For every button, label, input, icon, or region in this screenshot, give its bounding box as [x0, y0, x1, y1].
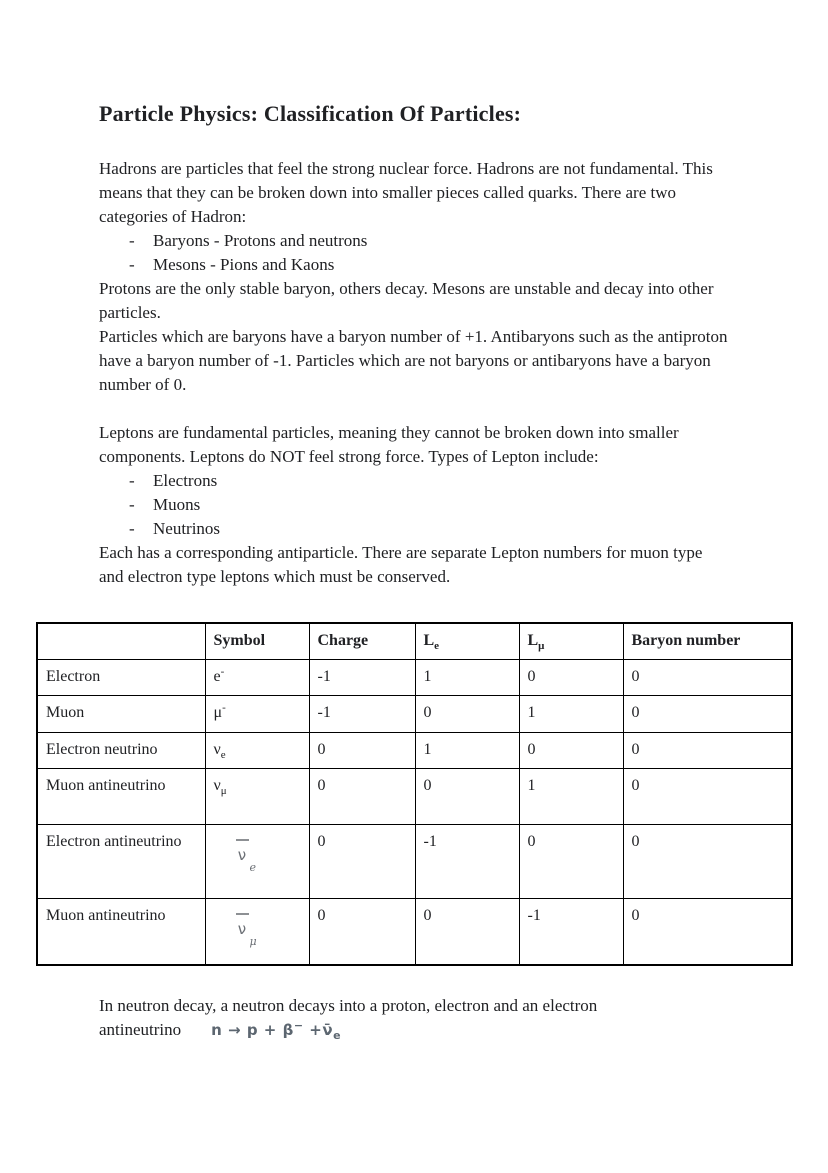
overline-bar	[236, 839, 249, 841]
particle-name-cell: Electron antineutrino	[37, 824, 205, 898]
baryon-cell: 0	[623, 659, 792, 695]
header-charge: Charge	[309, 623, 415, 659]
particle-symbol: $\nu_e$	[236, 839, 256, 866]
list-item	[99, 469, 731, 493]
symbol-cell	[205, 898, 309, 965]
particle-name-cell: Electron	[37, 659, 205, 695]
header-lmu: $L_\mu$	[519, 623, 623, 659]
particle-symbol: μ-	[213, 701, 226, 721]
bullet-marker: -	[129, 495, 135, 514]
lmu-cell: 0	[519, 824, 623, 898]
list-item	[99, 517, 731, 541]
bullet-marker: -	[129, 471, 135, 490]
table-row-muon-antineutrino	[37, 768, 792, 824]
symbol-cell	[205, 659, 309, 695]
charge-cell: 0	[309, 898, 415, 965]
lepton-bullet-list	[99, 469, 731, 541]
list-item	[99, 229, 731, 253]
charge-cell: 0	[309, 824, 415, 898]
lmu-cell: 0	[519, 659, 623, 695]
particle-symbol: $\nu_e$	[213, 740, 226, 761]
bullet-text: Baryons - Protons and neutrons	[153, 231, 368, 250]
table-row-electron	[37, 659, 792, 695]
charge-cell: -1	[309, 659, 415, 695]
particle-name-cell: Muon	[37, 695, 205, 732]
le-cell: 0	[415, 898, 519, 965]
hadrons-section	[99, 157, 731, 397]
bullet-text: Muons	[153, 495, 201, 514]
decay-equation: $n \to p + \beta^- +\nū_e$	[211, 1019, 342, 1042]
hadron-bullet-list	[99, 229, 731, 277]
baryon-cell: 0	[623, 768, 792, 824]
charge-cell: 0	[309, 768, 415, 824]
baryon-cell: 0	[623, 695, 792, 732]
leptons-section	[99, 421, 731, 589]
baryon-cell: 0	[623, 732, 792, 768]
paragraph-stability: Protons are the only stable baryon, others decay. Mesons are unstable and decay into other particles.	[99, 279, 714, 322]
header-symbol: Symbol	[205, 623, 309, 659]
particle-name-cell: Muon antineutrino	[37, 768, 205, 824]
baryon-cell: 0	[623, 898, 792, 965]
particle-name-cell: Muon antineutrino	[37, 898, 205, 965]
particle-name-cell: Electron neutrino	[37, 732, 205, 768]
list-item	[99, 253, 731, 277]
symbol-cell	[205, 768, 309, 824]
particle-symbol: $\nu_\mu$	[236, 913, 256, 940]
particle-symbol: $\nu_\mu$	[213, 776, 227, 797]
le-cell: 0	[415, 768, 519, 824]
neutron-decay-paragraph	[99, 994, 759, 1042]
charge-cell: 0	[309, 732, 415, 768]
footer-text-line2: antineutrino	[99, 1020, 182, 1039]
bullet-text: Electrons	[153, 471, 218, 490]
particle-symbol: e-	[213, 665, 225, 685]
header-baryon-number: Baryon number	[623, 623, 792, 659]
footer-text-line1: In neutron decay, a neutron decays into a proton, electron and an electron	[99, 996, 598, 1015]
table-header-row	[37, 623, 792, 659]
lmu-cell: 0	[519, 732, 623, 768]
bullet-text: Neutrinos	[153, 519, 221, 538]
symbol-cell	[205, 824, 309, 898]
bullet-marker: -	[129, 519, 135, 538]
le-cell: 1	[415, 732, 519, 768]
list-item	[99, 493, 731, 517]
paragraph-hadrons: Hadrons are particles that feel the strong nuclear force. Hadrons are not fundamental. This means that they can be broken down into smaller pieces called quarks. There are two categories of Hadron:	[99, 159, 713, 226]
charge-cell: -1	[309, 695, 415, 732]
le-cell: -1	[415, 824, 519, 898]
particles-table	[36, 622, 793, 966]
page-title: Particle Physics: Classification Of Particles:	[99, 101, 522, 126]
bullet-marker: -	[129, 255, 135, 274]
lmu-cell: 1	[519, 768, 623, 824]
paragraph-leptons: Leptons are fundamental particles, meaning they cannot be broken down into smaller components. Leptons do NOT feel strong force. Types of Lepton include:	[99, 423, 679, 466]
overline-bar	[236, 913, 249, 915]
bullet-text: Mesons - Pions and Kaons	[153, 255, 335, 274]
table-row-electron-antineutrino	[37, 824, 792, 898]
table-row-muon	[37, 695, 792, 732]
table-row-electron-neutrino	[37, 732, 792, 768]
table-row-muon-antineutrino-2	[37, 898, 792, 965]
le-cell: 1	[415, 659, 519, 695]
header-le: $L_e$	[415, 623, 519, 659]
symbol-cell	[205, 695, 309, 732]
symbol-cell	[205, 732, 309, 768]
header-blank	[37, 623, 205, 659]
baryon-cell: 0	[623, 824, 792, 898]
le-cell: 0	[415, 695, 519, 732]
lmu-cell: 1	[519, 695, 623, 732]
paragraph-antiparticles: Each has a corresponding antiparticle. There are separate Lepton numbers for muon type and electron type leptons which must be conserved.	[99, 543, 703, 586]
bullet-marker: -	[129, 231, 135, 250]
paragraph-baryon-number: Particles which are baryons have a baryon number of +1. Antibaryons such as the antiproton have a baryon number of -1. Particles which are not baryons or antibaryons have a baryon number of 0.	[99, 327, 728, 394]
lmu-cell: -1	[519, 898, 623, 965]
